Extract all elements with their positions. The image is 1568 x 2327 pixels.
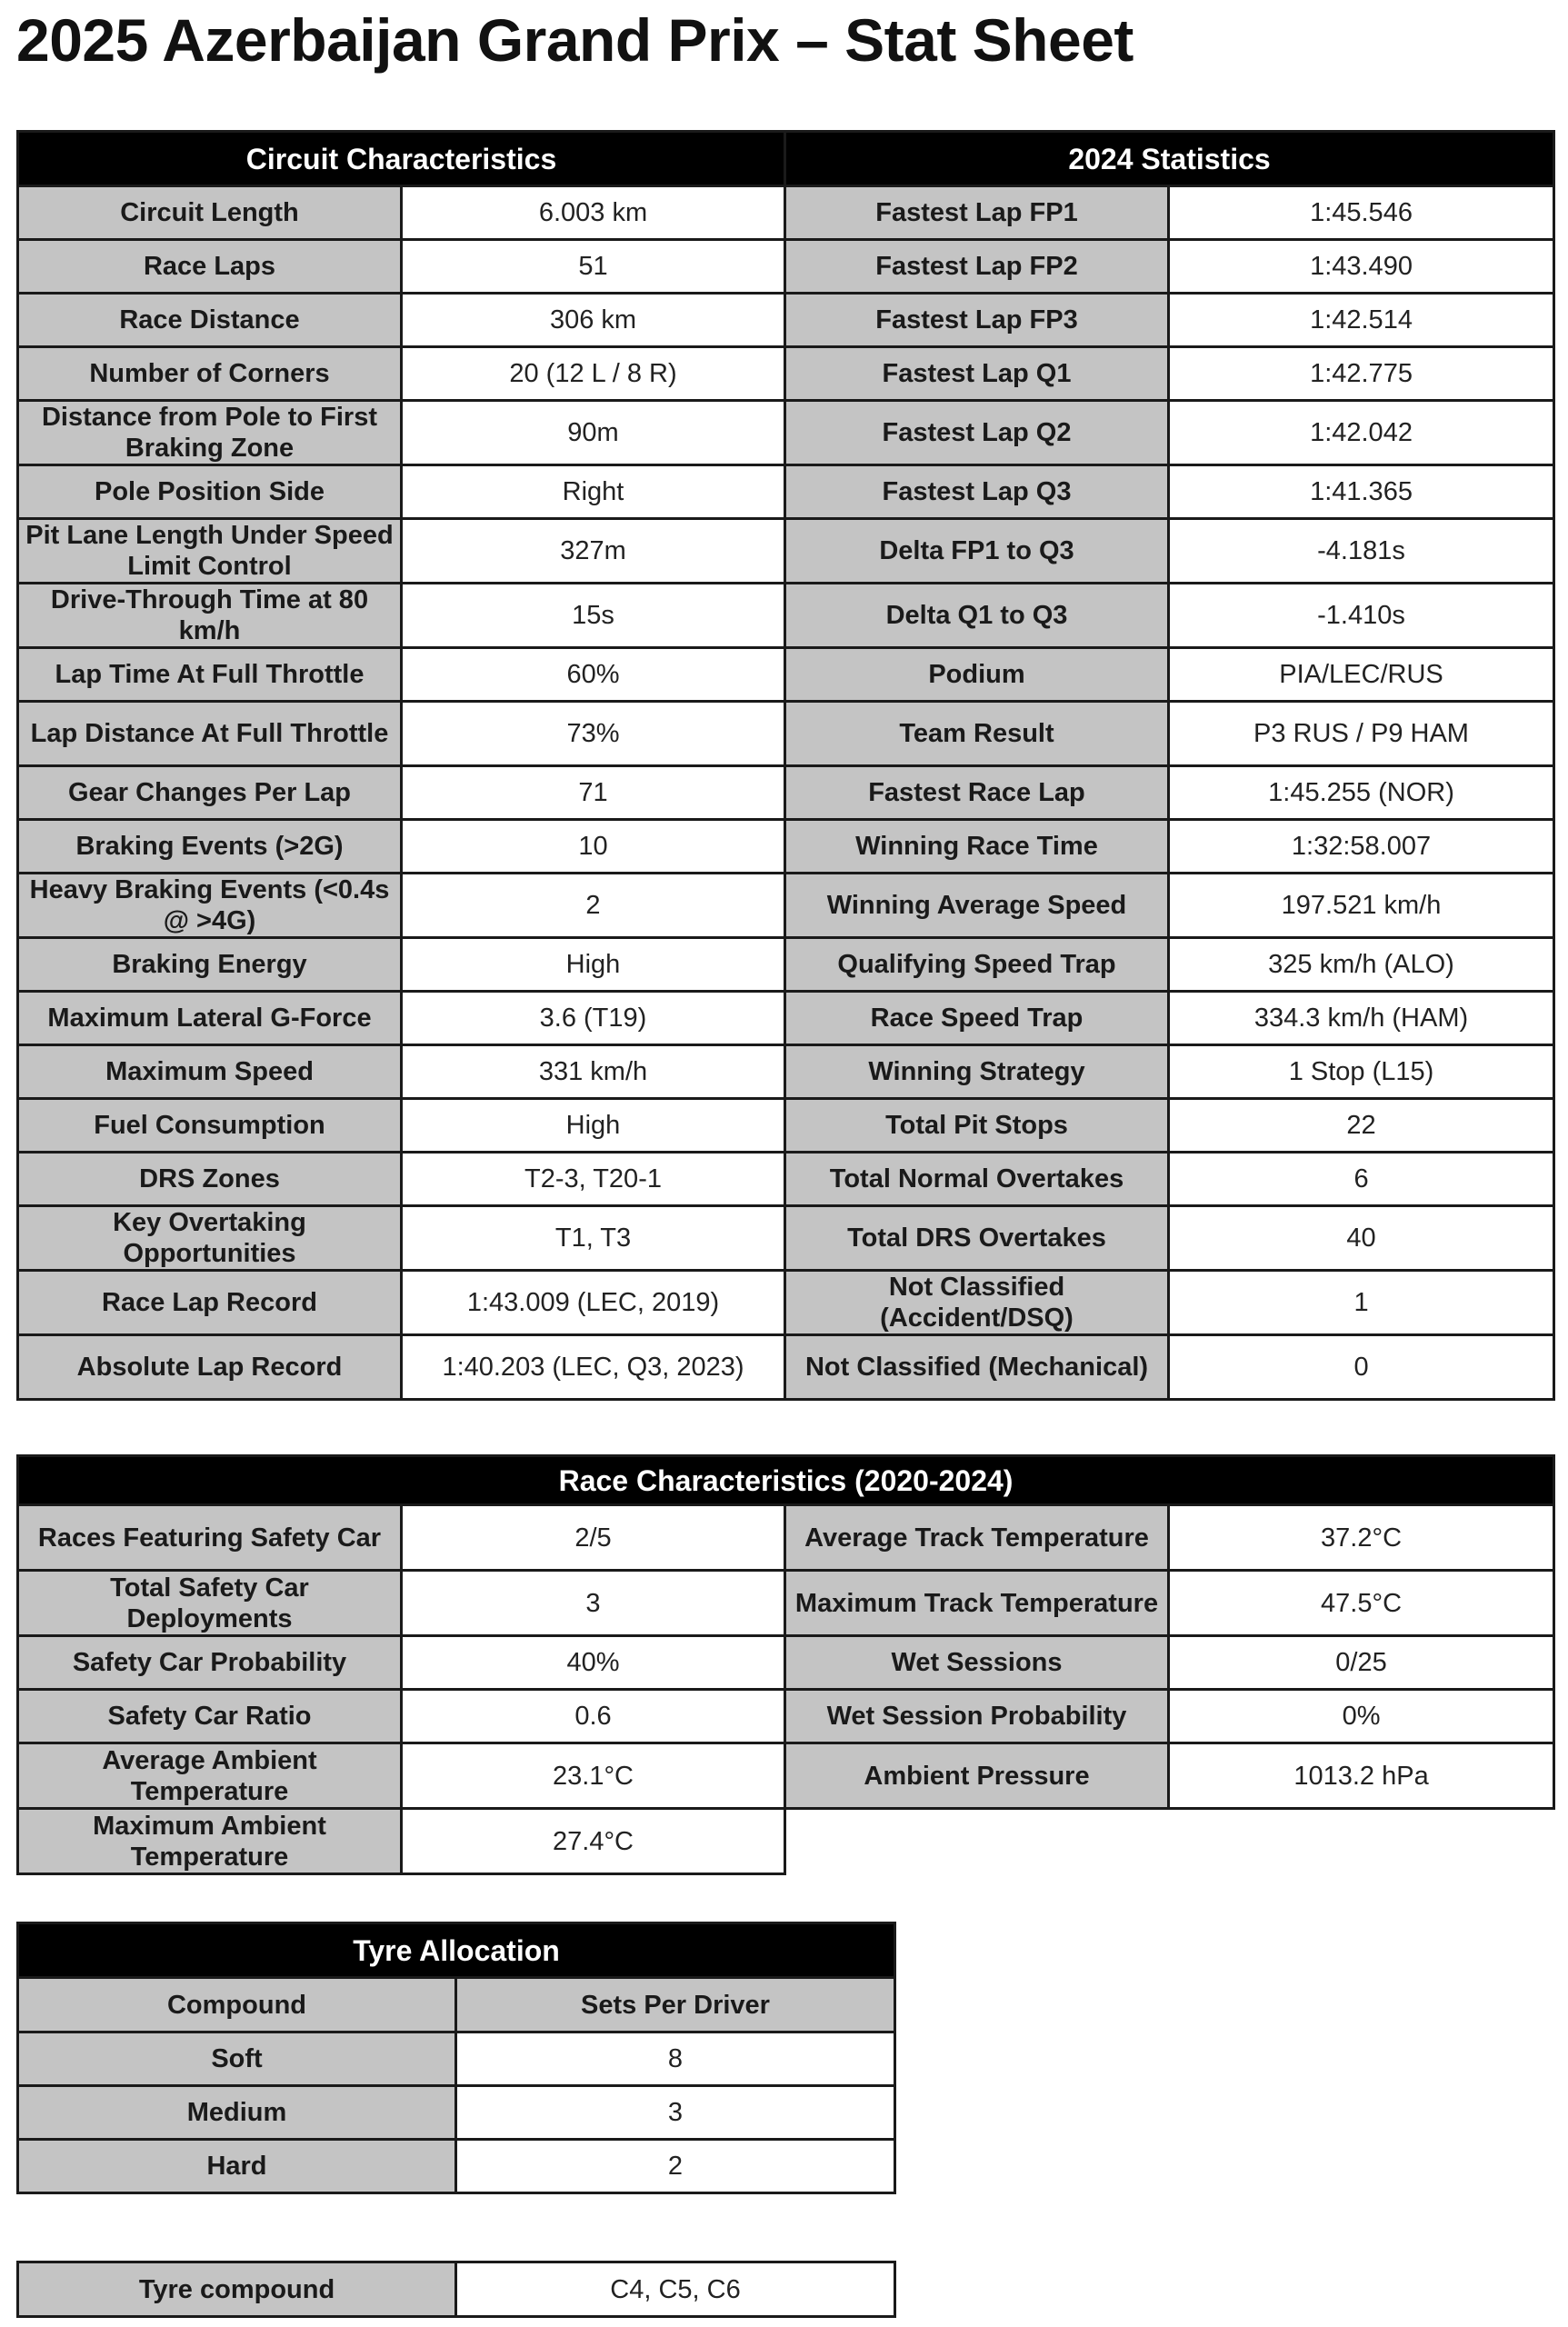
table-row xyxy=(18,1743,1554,1809)
weather-stat-label: Maximum Track Temperature xyxy=(785,1571,1169,1636)
table-row xyxy=(18,1690,1554,1743)
race-stat-label: Safety Car Ratio xyxy=(18,1690,402,1743)
circuit-stat-value: T1, T3 xyxy=(402,1206,785,1271)
stats-2024-label: Team Result xyxy=(785,702,1169,766)
circuit-stat-label: Maximum Speed xyxy=(18,1045,402,1099)
circuit-stat-value: 3.6 (T19) xyxy=(402,992,785,1045)
stats-2024-value: P3 RUS / P9 HAM xyxy=(1169,702,1554,766)
weather-stat-value: 37.2°C xyxy=(1169,1505,1554,1571)
circuit-stat-label: Circuit Length xyxy=(18,186,402,240)
tyre-compound-label: Tyre compound xyxy=(18,2262,456,2317)
table-row xyxy=(18,2032,895,2086)
circuit-stat-label: Absolute Lap Record xyxy=(18,1335,402,1400)
circuit-stat-label: Lap Distance At Full Throttle xyxy=(18,702,402,766)
tyre-compound-name: Medium xyxy=(18,2086,456,2140)
table-row xyxy=(18,820,1554,874)
race-stat-label: Races Featuring Safety Car xyxy=(18,1505,402,1571)
stats-2024-value: 325 km/h (ALO) xyxy=(1169,938,1554,992)
circuit-stat-label: Braking Events (>2G) xyxy=(18,820,402,874)
stats-2024-value: 1:32:58.007 xyxy=(1169,820,1554,874)
sets-per-driver-column-header: Sets Per Driver xyxy=(456,1978,895,2032)
table-row xyxy=(18,2086,895,2140)
table-row xyxy=(18,1571,1554,1636)
table-row xyxy=(18,347,1554,401)
circuit-stat-label: Key Overtaking Opportunities xyxy=(18,1206,402,1271)
circuit-stat-label: Race Laps xyxy=(18,240,402,294)
table-row xyxy=(18,648,1554,702)
circuit-stat-value: 10 xyxy=(402,820,785,874)
circuit-stat-value: 90m xyxy=(402,401,785,465)
circuit-stat-value: 60% xyxy=(402,648,785,702)
stats-2024-label: Not Classified (Accident/DSQ) xyxy=(785,1271,1169,1335)
table-row xyxy=(18,1099,1554,1153)
stats-2024-header: 2024 Statistics xyxy=(785,132,1554,186)
compound-column-header: Compound xyxy=(18,1978,456,2032)
tyre-allocation-table xyxy=(16,1922,896,2194)
circuit-stat-value: High xyxy=(402,938,785,992)
table-row xyxy=(18,240,1554,294)
stats-2024-label: Winning Average Speed xyxy=(785,874,1169,938)
circuit-stat-label: Heavy Braking Events (<0.4s @ >4G) xyxy=(18,874,402,938)
stats-2024-value: 0 xyxy=(1169,1335,1554,1400)
weather-stat-label: Average Track Temperature xyxy=(785,1505,1169,1571)
race-characteristics-header: Race Characteristics (2020-2024) xyxy=(18,1456,1554,1505)
stats-2024-value: -1.410s xyxy=(1169,584,1554,648)
stats-2024-value: 22 xyxy=(1169,1099,1554,1153)
stats-2024-value: 6 xyxy=(1169,1153,1554,1206)
weather-stat-value: 1013.2 hPa xyxy=(1169,1743,1554,1809)
circuit-stat-label: DRS Zones xyxy=(18,1153,402,1206)
table-row xyxy=(18,1809,1554,1874)
stats-2024-label: Winning Race Time xyxy=(785,820,1169,874)
table-row xyxy=(18,1636,1554,1690)
weather-stat-value: 0/25 xyxy=(1169,1636,1554,1690)
race-stat-value: 0.6 xyxy=(402,1690,785,1743)
circuit-stat-value: 331 km/h xyxy=(402,1045,785,1099)
race-stat-label: Maximum Ambient Temperature xyxy=(18,1809,402,1874)
circuit-stat-value: 327m xyxy=(402,519,785,584)
circuit-stat-value: Right xyxy=(402,465,785,519)
stats-2024-value: 1:45.546 xyxy=(1169,186,1554,240)
circuit-stat-label: Race Lap Record xyxy=(18,1271,402,1335)
stats-2024-label: Delta FP1 to Q3 xyxy=(785,519,1169,584)
circuit-stat-label: Number of Corners xyxy=(18,347,402,401)
table-row xyxy=(18,2140,895,2193)
weather-stat-label: Wet Session Probability xyxy=(785,1690,1169,1743)
tyre-compound-name: Soft xyxy=(18,2032,456,2086)
circuit-stat-value: 1:40.203 (LEC, Q3, 2023) xyxy=(402,1335,785,1400)
stats-2024-label: Not Classified (Mechanical) xyxy=(785,1335,1169,1400)
circuit-stat-label: Distance from Pole to First Braking Zone xyxy=(18,401,402,465)
stats-2024-label: Podium xyxy=(785,648,1169,702)
table-row xyxy=(18,1505,1554,1571)
tyre-compound-value: C4, C5, C6 xyxy=(456,2262,895,2317)
race-stat-value: 40% xyxy=(402,1636,785,1690)
table-row xyxy=(18,874,1554,938)
weather-stat-label: Ambient Pressure xyxy=(785,1743,1169,1809)
weather-stat-value: 47.5°C xyxy=(1169,1571,1554,1636)
stats-2024-label: Race Speed Trap xyxy=(785,992,1169,1045)
stats-2024-label: Fastest Lap FP2 xyxy=(785,240,1169,294)
circuit-and-stats-table xyxy=(16,130,1555,1401)
circuit-stat-value: 306 km xyxy=(402,294,785,347)
table-row xyxy=(18,1045,1554,1099)
circuit-stat-value: 51 xyxy=(402,240,785,294)
table-row xyxy=(18,938,1554,992)
race-stat-label: Average Ambient Temperature xyxy=(18,1743,402,1809)
tyre-compound-name: Hard xyxy=(18,2140,456,2193)
table-row xyxy=(18,584,1554,648)
table-row xyxy=(18,401,1554,465)
race-stat-value: 27.4°C xyxy=(402,1809,785,1874)
stats-2024-value: 1:42.514 xyxy=(1169,294,1554,347)
table-row xyxy=(18,702,1554,766)
stats-2024-value: 1:45.255 (NOR) xyxy=(1169,766,1554,820)
race-stat-label: Total Safety Car Deployments xyxy=(18,1571,402,1636)
race-stat-label: Safety Car Probability xyxy=(18,1636,402,1690)
stats-2024-label: Fastest Lap Q1 xyxy=(785,347,1169,401)
page-title: 2025 Azerbaijan Grand Prix – Stat Sheet xyxy=(16,6,1134,74)
circuit-stat-value: 20 (12 L / 8 R) xyxy=(402,347,785,401)
stats-2024-label: Fastest Lap Q2 xyxy=(785,401,1169,465)
stats-2024-label: Total Pit Stops xyxy=(785,1099,1169,1153)
race-stat-value: 23.1°C xyxy=(402,1743,785,1809)
table-row xyxy=(18,294,1554,347)
stats-2024-value: 1 xyxy=(1169,1271,1554,1335)
stats-2024-value: 1:42.042 xyxy=(1169,401,1554,465)
stats-2024-value: 1:43.490 xyxy=(1169,240,1554,294)
race-stat-value: 3 xyxy=(402,1571,785,1636)
stats-2024-label: Delta Q1 to Q3 xyxy=(785,584,1169,648)
circuit-stat-value: 6.003 km xyxy=(402,186,785,240)
empty-cell xyxy=(785,1809,1554,1874)
table-row xyxy=(18,186,1554,240)
stats-2024-label: Winning Strategy xyxy=(785,1045,1169,1099)
stats-2024-value: 1:42.775 xyxy=(1169,347,1554,401)
stats-2024-value: 40 xyxy=(1169,1206,1554,1271)
tyre-sets-value: 3 xyxy=(456,2086,895,2140)
circuit-stat-label: Race Distance xyxy=(18,294,402,347)
table-row xyxy=(18,992,1554,1045)
stats-2024-value: 334.3 km/h (HAM) xyxy=(1169,992,1554,1045)
circuit-stat-label: Pit Lane Length Under Speed Limit Control xyxy=(18,519,402,584)
stats-2024-label: Fastest Race Lap xyxy=(785,766,1169,820)
circuit-stat-value: 71 xyxy=(402,766,785,820)
circuit-stat-label: Braking Energy xyxy=(18,938,402,992)
stats-2024-value: 1:41.365 xyxy=(1169,465,1554,519)
race-stat-value: 2/5 xyxy=(402,1505,785,1571)
stats-2024-value: -4.181s xyxy=(1169,519,1554,584)
tyre-compound-table xyxy=(16,2261,896,2318)
table-row xyxy=(18,766,1554,820)
tyre-allocation-header: Tyre Allocation xyxy=(18,1923,895,1978)
weather-stat-value: 0% xyxy=(1169,1690,1554,1743)
tyre-sets-value: 2 xyxy=(456,2140,895,2193)
circuit-stat-value: T2-3, T20-1 xyxy=(402,1153,785,1206)
circuit-stat-label: Fuel Consumption xyxy=(18,1099,402,1153)
table-row xyxy=(18,465,1554,519)
table-row xyxy=(18,1153,1554,1206)
race-characteristics-table xyxy=(16,1454,1555,1875)
circuit-stat-value: 1:43.009 (LEC, 2019) xyxy=(402,1271,785,1335)
tyre-sets-value: 8 xyxy=(456,2032,895,2086)
stats-2024-label: Fastest Lap Q3 xyxy=(785,465,1169,519)
circuit-characteristics-header: Circuit Characteristics xyxy=(18,132,785,186)
table-row xyxy=(18,1335,1554,1400)
circuit-stat-value: 73% xyxy=(402,702,785,766)
circuit-stat-label: Maximum Lateral G-Force xyxy=(18,992,402,1045)
table-row xyxy=(18,1271,1554,1335)
stats-2024-value: 197.521 km/h xyxy=(1169,874,1554,938)
stats-2024-label: Fastest Lap FP1 xyxy=(785,186,1169,240)
circuit-stat-value: 15s xyxy=(402,584,785,648)
circuit-stat-label: Lap Time At Full Throttle xyxy=(18,648,402,702)
stats-2024-label: Total DRS Overtakes xyxy=(785,1206,1169,1271)
table-row xyxy=(18,519,1554,584)
weather-stat-label: Wet Sessions xyxy=(785,1636,1169,1690)
circuit-stat-label: Drive-Through Time at 80 km/h xyxy=(18,584,402,648)
circuit-stat-label: Pole Position Side xyxy=(18,465,402,519)
table-row xyxy=(18,1206,1554,1271)
stats-2024-label: Fastest Lap FP3 xyxy=(785,294,1169,347)
stats-2024-value: PIA/LEC/RUS xyxy=(1169,648,1554,702)
stats-2024-value: 1 Stop (L15) xyxy=(1169,1045,1554,1099)
stats-2024-label: Qualifying Speed Trap xyxy=(785,938,1169,992)
stats-2024-label: Total Normal Overtakes xyxy=(785,1153,1169,1206)
circuit-stat-value: 2 xyxy=(402,874,785,938)
circuit-stat-value: High xyxy=(402,1099,785,1153)
circuit-stat-label: Gear Changes Per Lap xyxy=(18,766,402,820)
